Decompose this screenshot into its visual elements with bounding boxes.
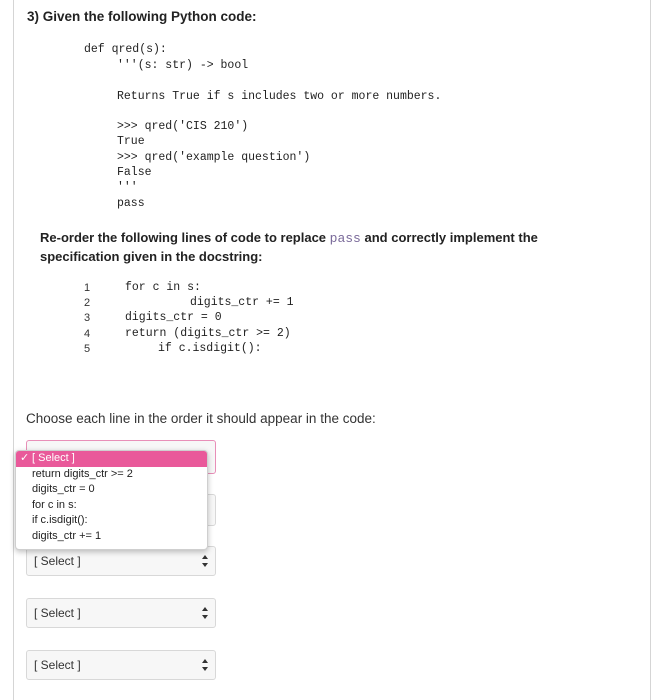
line-number: 4	[84, 328, 91, 340]
code-example-2: >>> qred('example question')	[117, 151, 311, 164]
code-example-1: >>> qred('CIS 210')	[117, 120, 249, 133]
dropdown-option[interactable]: digits_ctr = 0	[32, 483, 95, 495]
dropdown-option[interactable]: digits_ctr += 1	[32, 529, 102, 542]
code-signature-line: '''(s: str) -> bool	[117, 59, 249, 72]
line-code: digits_ctr = 0	[125, 311, 222, 324]
line-code: return (digits_ctr >= 2)	[125, 327, 291, 340]
order-select-1-dropdown	[15, 450, 208, 550]
select-arrows-icon	[201, 657, 209, 673]
question-card	[13, 0, 651, 700]
line-number: 1	[84, 282, 91, 294]
select-value: [ Select ]	[34, 554, 81, 568]
line-code: for c in s:	[125, 281, 201, 294]
line-number: 5	[84, 343, 91, 355]
order-select-5[interactable]	[26, 650, 216, 680]
line-code: digits_ctr += 1	[190, 296, 294, 309]
prompt-text-after: and correctly implement the specification given in the docstring:	[40, 230, 538, 264]
prompt-keyword: pass	[329, 231, 361, 246]
select-value: [ Select ]	[34, 606, 81, 620]
select-value: [ Select ]	[34, 658, 81, 672]
dropdown-option[interactable]: for c in s:	[32, 498, 77, 511]
prompt-text-before: Re-order the following lines of code to replace	[40, 230, 330, 245]
dropdown-option[interactable]: if c.isdigit():	[32, 514, 88, 526]
dropdown-option-selected[interactable]: ✓ [ Select ]	[16, 451, 207, 467]
code-docstring-close: '''	[117, 181, 138, 194]
code-def-line: def qred(s):	[84, 43, 167, 56]
select-arrows-icon	[201, 553, 209, 569]
dropdown-option[interactable]: return digits_ctr >= 2	[32, 467, 133, 480]
check-icon: ✓	[20, 452, 30, 464]
line-number: 2	[84, 297, 91, 309]
select-arrows-icon	[201, 605, 209, 621]
answer-instruction: Choose each line in the order it should appear in the code:	[26, 411, 376, 426]
code-example-1-output: True	[117, 135, 145, 148]
code-description-line: Returns True if s includes two or more numbers.	[117, 90, 442, 103]
line-number: 3	[84, 312, 91, 324]
question-title: 3) Given the following Python code:	[27, 9, 257, 24]
order-select-3[interactable]	[26, 546, 216, 576]
code-pass-line: pass	[117, 197, 145, 210]
line-code: if c.isdigit():	[158, 342, 262, 355]
order-select-4[interactable]	[26, 598, 216, 628]
code-example-2-output: False	[117, 166, 152, 179]
reorder-prompt	[40, 229, 620, 266]
